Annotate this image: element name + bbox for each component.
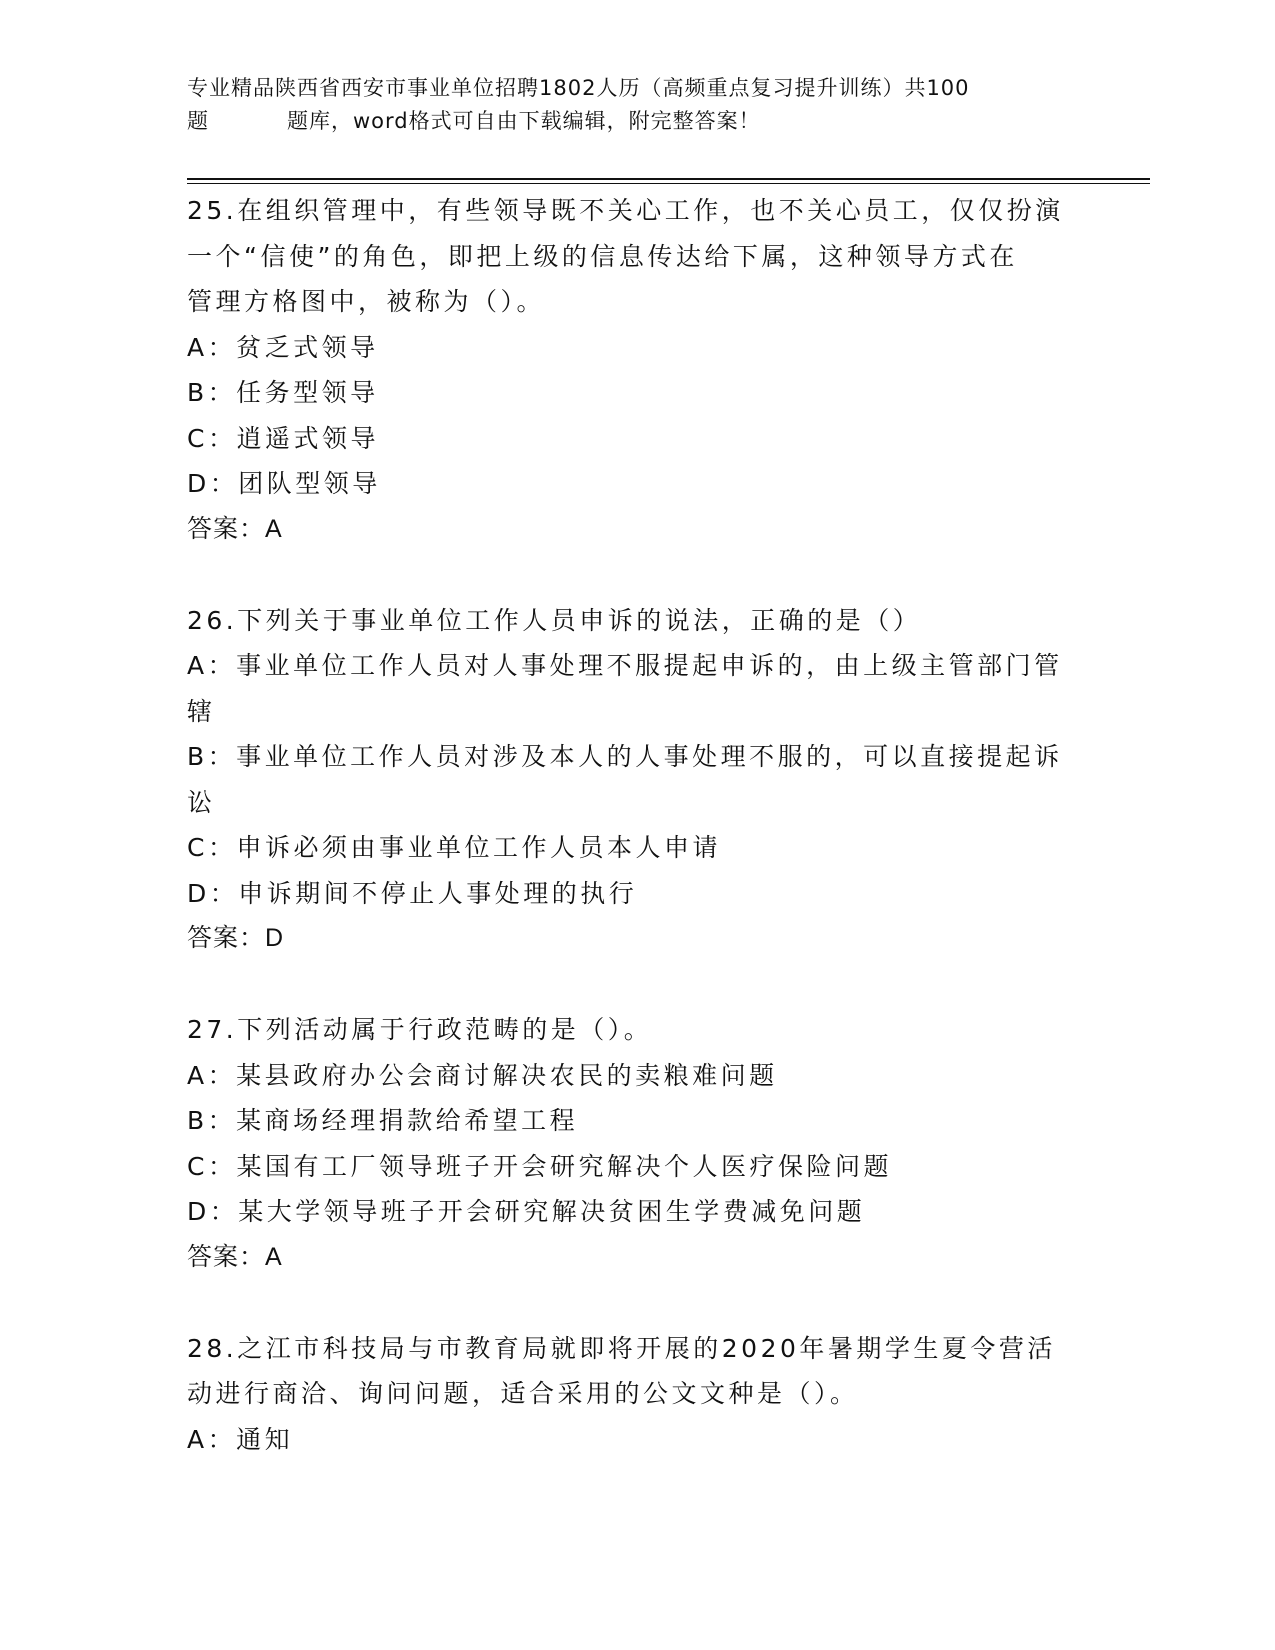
question-gap <box>187 962 1087 1008</box>
question-gap <box>187 1280 1087 1326</box>
question-stem-line: 动进行商洽、询问问题，适合采用的公文文种是（）。 <box>187 1379 859 1408</box>
question-stem-line: 25.在组织管理中，有些领导既不关心工作，也不关心员工，仅仅扮演 <box>187 196 1064 225</box>
option-b-continued: 讼 <box>187 787 216 817</box>
option-b: B：任务型领导 <box>187 378 379 407</box>
option-b: B：某商场经理捐款给希望工程 <box>187 1106 579 1135</box>
header-subtitle-line <box>187 105 1087 138</box>
option-d: D：团队型领导 <box>187 469 381 498</box>
question-stem-line: 28.之江市科技局与市教育局就即将开展的2020年暑期学生夏令营活 <box>187 1333 1056 1363</box>
question-list <box>187 188 1087 1462</box>
option-a: A：通知 <box>187 1424 294 1454</box>
option-a: A：某县政府办公会商讨解决农民的卖粮难问题 <box>187 1060 778 1090</box>
header-divider-thin <box>187 183 1150 184</box>
option-d: D：申诉期间不停止人事处理的执行 <box>187 878 638 908</box>
option-a-continued: 辖 <box>187 696 216 726</box>
question-stem-line: 一个“信使”的角色，即把上级的信息传达给下属，这种领导方式在 <box>187 241 1018 271</box>
document-header <box>187 72 1087 138</box>
header-divider-thick <box>187 178 1150 180</box>
option-b: B：事业单位工作人员对涉及本人的人事处理不服的，可以直接提起诉 <box>187 742 1063 771</box>
header-subtitle-rest: 题库，word格式可自由下载编辑，附完整答案！ <box>287 109 761 133</box>
question-stem-line: 27.下列活动属于行政范畴的是（）。 <box>187 1015 653 1044</box>
option-d: D：某大学领导班子开会研究解决贫困生学费减免问题 <box>187 1197 866 1226</box>
option-a: A：事业单位工作人员对人事处理不服提起申诉的，由上级主管部门管 <box>187 651 1063 680</box>
option-c: C：申诉必须由事业单位工作人员本人申请 <box>187 833 721 862</box>
question-stem-line: 管理方格图中，被称为（）。 <box>187 287 546 316</box>
question-25 <box>187 188 1087 552</box>
header-title-line: 专业精品陕西省西安市事业单位招聘1802人历（高频重点复习提升训练）共100 <box>187 76 970 100</box>
header-subtitle-start: 题 <box>187 109 209 133</box>
answer-label: 答案：D <box>187 924 285 952</box>
question-28 <box>187 1326 1087 1463</box>
option-c: C：某国有工厂领导班子开会研究解决个人医疗保险问题 <box>187 1151 892 1181</box>
question-stem-line: 26.下列关于事业单位工作人员申诉的说法，正确的是（） <box>187 605 922 635</box>
question-26 <box>187 598 1087 962</box>
option-c: C：逍遥式领导 <box>187 423 379 453</box>
answer-label: 答案：A <box>187 514 283 543</box>
question-gap <box>187 552 1087 598</box>
option-a: A：贫乏式领导 <box>187 332 379 362</box>
question-27 <box>187 1007 1087 1280</box>
answer-label: 答案：A <box>187 1242 283 1271</box>
